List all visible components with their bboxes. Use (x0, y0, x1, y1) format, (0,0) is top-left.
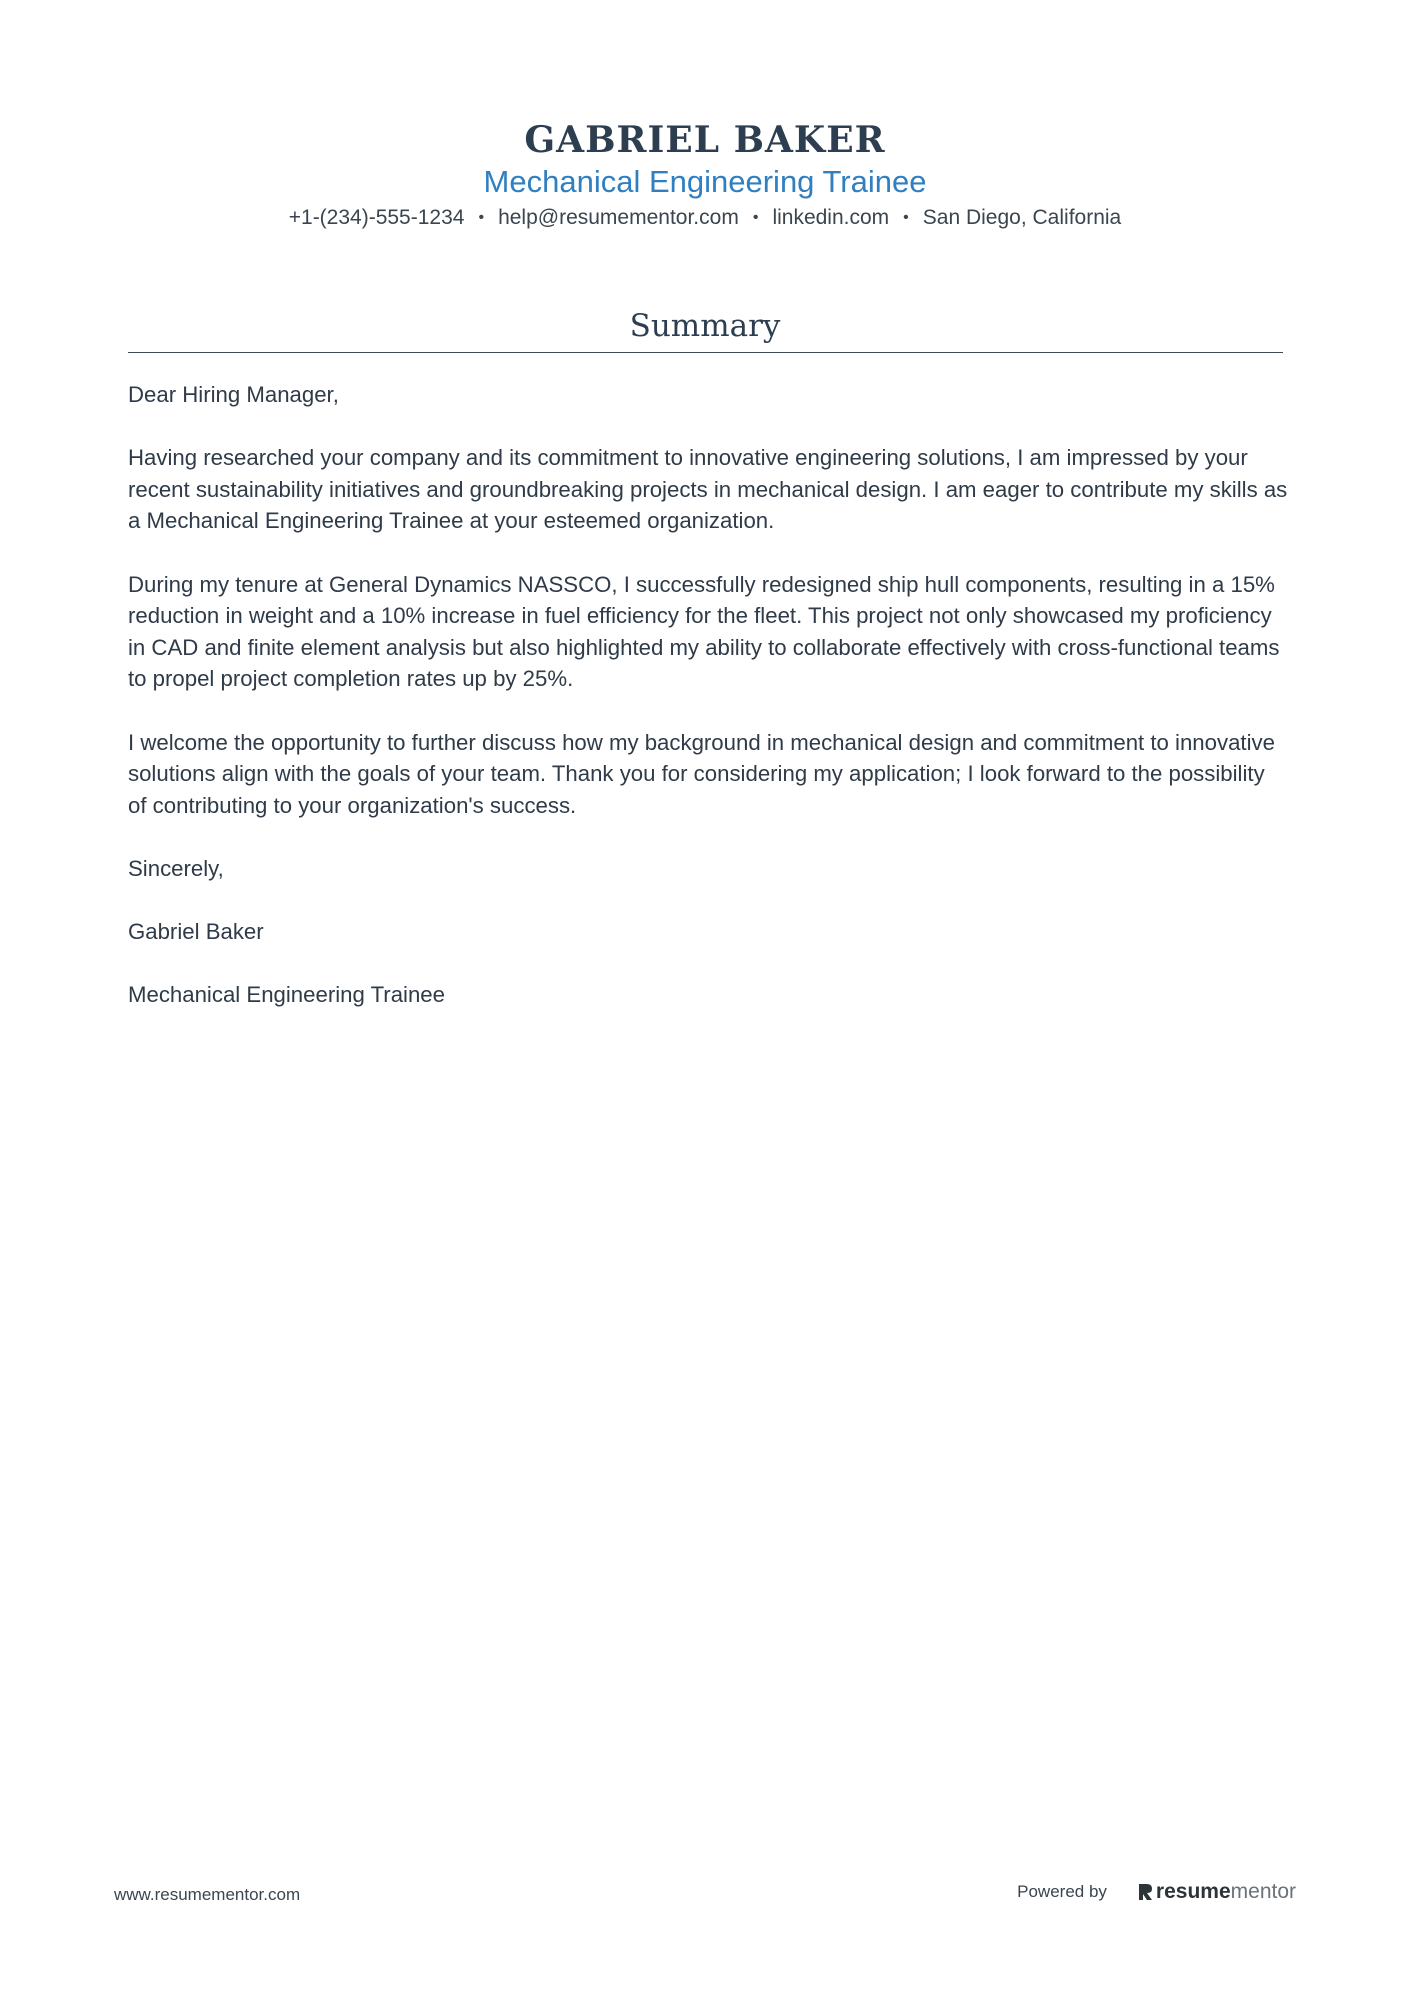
logo-text-light: mentor (1230, 1880, 1296, 1903)
letter-body (128, 379, 1288, 1042)
signature-name: Gabriel Baker (128, 919, 264, 945)
letter-paragraph: I welcome the opportunity to further discuss how my background in mechanical design and commitment to innovative solutions align with the goals of your team. Thank you for considering my application; I look forward to the possibility of contributing to your organization's success. (128, 729, 1275, 818)
section-divider (128, 352, 1283, 353)
letter-closing: Sincerely, (128, 855, 224, 881)
signature-title: Mechanical Engineering Trainee (128, 982, 445, 1008)
resumementor-logo-icon (1137, 1882, 1153, 1902)
letter-paragraph: Having researched your company and its commitment to innovative engineering solutions, I am impressed by your recent sustainability initiatives and groundbreaking projects in mechanical design. I am eager to contribute my skills as a Mechanical Engineering Trainee at your esteemed organization. (128, 445, 1288, 534)
header (0, 118, 1410, 234)
contact-separator: • (478, 209, 485, 226)
contact-separator: • (752, 209, 759, 226)
candidate-name: GABRIEL BAKER (524, 119, 886, 161)
footer-website: www.resumementor.com (114, 1885, 301, 1904)
letter-greeting: Dear Hiring Manager, (128, 382, 339, 407)
contact-phone: +1-(234)-555-1234 (288, 206, 465, 229)
footer-branding (1017, 1880, 1296, 1904)
letter-paragraph: During my tenure at General Dynamics NASSCO, I successfully redesigned ship hull components, resulting in a 15% reduction in weight and a 10% increase in fuel efficiency for the fleet. This project not only showcased my proficiency in CAD and finite element analysis but also highlighted my ability to collaborate effectively with cross-functional teams to propel project completion rates up by 25%. (128, 571, 1280, 692)
candidate-role: Mechanical Engineering Trainee (483, 164, 927, 199)
resumementor-logo (1137, 1880, 1296, 1904)
contact-email: help@resumementor.com (498, 206, 739, 229)
contact-location: San Diego, California (922, 206, 1122, 229)
contact-separator: • (903, 209, 909, 226)
powered-by-label: Powered by (1017, 1882, 1107, 1901)
logo-text-bold: resume (1155, 1880, 1231, 1903)
section-title: Summary (629, 308, 781, 344)
contact-linkedin: linkedin.com (772, 206, 890, 229)
contact-line (0, 204, 1410, 234)
